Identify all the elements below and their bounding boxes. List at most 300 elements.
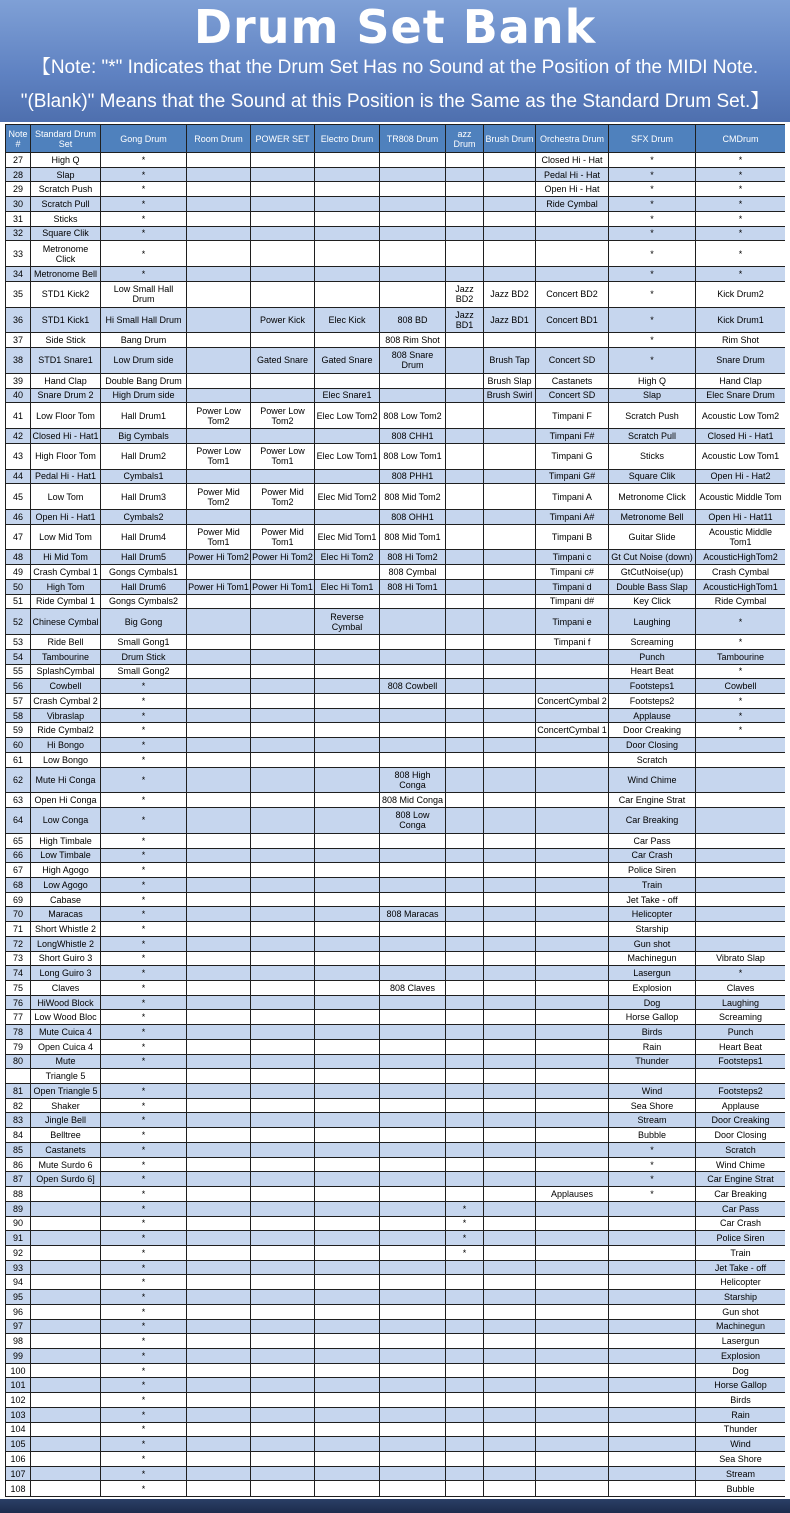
table-cell: Scratch Push <box>609 403 696 429</box>
table-cell: * <box>101 1245 187 1260</box>
table-cell <box>609 1437 696 1452</box>
table-cell: Screaming <box>696 1010 786 1025</box>
table-cell <box>315 1231 380 1246</box>
table-row <box>6 1216 786 1231</box>
table-cell <box>380 1142 446 1157</box>
table-cell: * <box>696 635 786 650</box>
table-cell: * <box>101 1363 187 1378</box>
table-cell: * <box>696 241 786 267</box>
table-cell <box>446 403 484 429</box>
table-cell: Bang Drum <box>101 333 187 348</box>
table-cell: Low Floor Tom <box>31 403 101 429</box>
table-cell <box>696 833 786 848</box>
note-number-cell: 55 <box>6 664 31 679</box>
table-cell: Crash Cymbal 1 <box>31 565 101 580</box>
table-cell <box>446 1452 484 1467</box>
table-cell: Hand Clap <box>31 373 101 388</box>
table-cell <box>446 1054 484 1069</box>
table-cell <box>187 594 251 609</box>
note-number-cell: 84 <box>6 1128 31 1143</box>
table-row <box>6 403 786 429</box>
table-row <box>6 922 786 937</box>
table-cell <box>187 922 251 937</box>
table-cell <box>484 833 536 848</box>
table-cell <box>446 267 484 282</box>
table-cell: Sticks <box>609 443 696 469</box>
table-cell: Open Triangle 5 <box>31 1084 101 1099</box>
table-cell <box>187 429 251 444</box>
table-cell <box>536 1172 609 1187</box>
table-cell: Ride Cymbal2 <box>31 723 101 738</box>
table-row <box>6 167 786 182</box>
column-header: Orchestra Drum <box>536 125 609 153</box>
note-number-cell <box>6 1069 31 1084</box>
table-cell: * <box>101 877 187 892</box>
drum-set-table <box>5 124 785 1497</box>
table-cell <box>251 936 315 951</box>
table-cell: Crash Cymbal 2 <box>31 693 101 708</box>
note-number-cell: 104 <box>6 1422 31 1437</box>
table-cell <box>484 443 536 469</box>
table-cell <box>609 1260 696 1275</box>
table-cell <box>536 1422 609 1437</box>
table-cell <box>380 1348 446 1363</box>
table-cell: * <box>609 226 696 241</box>
table-cell: * <box>101 1260 187 1275</box>
table-cell: Jazz BD1 <box>484 307 536 333</box>
table-cell: 808 OHH1 <box>380 509 446 524</box>
table-cell: STD1 Kick1 <box>31 307 101 333</box>
column-header: Standard Drum Set <box>31 125 101 153</box>
table-cell <box>446 1466 484 1481</box>
table-cell: Gt Cut Noise (down) <box>609 550 696 565</box>
table-cell <box>536 649 609 664</box>
table-cell: Small Gong2 <box>101 664 187 679</box>
note-number-cell: 34 <box>6 267 31 282</box>
table-cell: 808 Rim Shot <box>380 333 446 348</box>
table-cell <box>536 1290 609 1305</box>
table-cell <box>251 995 315 1010</box>
table-cell <box>380 1187 446 1202</box>
table-cell: High Floor Tom <box>31 443 101 469</box>
table-cell <box>187 469 251 484</box>
table-cell <box>315 153 380 168</box>
table-cell <box>251 241 315 267</box>
table-row <box>6 951 786 966</box>
table-cell <box>315 793 380 808</box>
table-cell <box>536 1334 609 1349</box>
note-number-cell: 102 <box>6 1393 31 1408</box>
table-cell: Chinese Cymbal <box>31 609 101 635</box>
table-cell: * <box>101 182 187 197</box>
table-cell <box>446 226 484 241</box>
table-cell: * <box>609 281 696 307</box>
table-cell: 808 Low Tom1 <box>380 443 446 469</box>
table-cell: Heart Beat <box>609 664 696 679</box>
table-cell <box>251 752 315 767</box>
table-cell: Gongs Cymbals2 <box>101 594 187 609</box>
table-cell: Pedal Hi - Hat <box>536 167 609 182</box>
table-cell: 808 Claves <box>380 981 446 996</box>
table-cell <box>484 1113 536 1128</box>
table-cell: * <box>101 1466 187 1481</box>
table-cell <box>187 1069 251 1084</box>
table-cell <box>696 877 786 892</box>
table-cell <box>484 1098 536 1113</box>
table-cell <box>251 1157 315 1172</box>
table-cell <box>187 1275 251 1290</box>
table-cell <box>609 1275 696 1290</box>
table-cell: Mute <box>31 1054 101 1069</box>
table-cell: * <box>101 1452 187 1467</box>
table-row <box>6 1054 786 1069</box>
table-cell: Stream <box>696 1466 786 1481</box>
table-cell <box>187 281 251 307</box>
table-cell: 808 Low Conga <box>380 808 446 834</box>
table-row <box>6 281 786 307</box>
table-cell <box>484 723 536 738</box>
table-cell <box>446 197 484 212</box>
table-cell: Power Mid Tom2 <box>251 484 315 510</box>
table-row <box>6 1084 786 1099</box>
table-cell: * <box>696 693 786 708</box>
table-cell <box>484 767 536 793</box>
table-cell: Wind Chime <box>609 767 696 793</box>
table-cell <box>446 693 484 708</box>
table-cell <box>536 1113 609 1128</box>
table-cell <box>31 1437 101 1452</box>
table-cell <box>380 1466 446 1481</box>
table-cell <box>187 307 251 333</box>
note-number-cell: 69 <box>6 892 31 907</box>
table-row <box>6 664 786 679</box>
table-row <box>6 1113 786 1128</box>
table-cell: Machinegun <box>609 951 696 966</box>
table-cell <box>446 793 484 808</box>
table-cell <box>187 1025 251 1040</box>
table-cell: Lasergun <box>609 966 696 981</box>
table-cell <box>187 808 251 834</box>
table-cell <box>446 1378 484 1393</box>
table-cell: Vibrato Slap <box>696 951 786 966</box>
table-cell <box>484 808 536 834</box>
table-cell <box>187 1187 251 1202</box>
note-number-cell: 58 <box>6 708 31 723</box>
table-cell: Timpani c <box>536 550 609 565</box>
table-cell <box>187 863 251 878</box>
table-cell <box>251 1275 315 1290</box>
table-cell <box>609 1245 696 1260</box>
table-cell <box>315 1084 380 1099</box>
table-cell: Snare Drum <box>696 348 786 374</box>
table-cell <box>315 1452 380 1467</box>
table-cell <box>484 1201 536 1216</box>
table-cell: Dog <box>609 995 696 1010</box>
table-cell: * <box>101 936 187 951</box>
table-cell <box>187 1231 251 1246</box>
table-cell <box>251 1231 315 1246</box>
table-cell <box>446 1098 484 1113</box>
table-cell: * <box>101 1393 187 1408</box>
table-cell: * <box>609 267 696 282</box>
table-cell <box>484 863 536 878</box>
table-cell <box>315 1054 380 1069</box>
note-number-cell: 33 <box>6 241 31 267</box>
table-row <box>6 550 786 565</box>
table-cell: * <box>101 197 187 212</box>
table-cell: Cabase <box>31 892 101 907</box>
table-row <box>6 307 786 333</box>
table-cell <box>696 793 786 808</box>
table-cell <box>380 226 446 241</box>
table-cell: * <box>609 1157 696 1172</box>
table-cell <box>31 1245 101 1260</box>
table-row <box>6 1466 786 1481</box>
table-cell <box>251 833 315 848</box>
table-cell <box>187 693 251 708</box>
table-row <box>6 524 786 550</box>
table-cell <box>315 995 380 1010</box>
table-cell <box>31 1452 101 1467</box>
table-cell <box>484 848 536 863</box>
table-cell <box>446 429 484 444</box>
table-cell: Open Hi - Hat1 <box>31 509 101 524</box>
table-cell <box>31 1407 101 1422</box>
table-cell: * <box>101 808 187 834</box>
table-cell: Car Pass <box>609 833 696 848</box>
table-cell: * <box>101 848 187 863</box>
table-cell: Cymbals2 <box>101 509 187 524</box>
table-cell <box>187 182 251 197</box>
table-cell <box>446 877 484 892</box>
table-cell: * <box>609 241 696 267</box>
table-cell <box>380 1157 446 1172</box>
table-cell: Metronome Click <box>609 484 696 510</box>
table-cell <box>187 333 251 348</box>
table-row <box>6 1452 786 1467</box>
note-number-cell: 96 <box>6 1304 31 1319</box>
table-cell: Square Clik <box>609 469 696 484</box>
table-cell <box>315 1069 380 1084</box>
table-cell <box>380 388 446 403</box>
note-number-cell: 86 <box>6 1157 31 1172</box>
table-cell <box>31 1466 101 1481</box>
note-number-cell: 80 <box>6 1054 31 1069</box>
table-cell <box>187 892 251 907</box>
table-cell: * <box>696 708 786 723</box>
table-cell <box>446 1437 484 1452</box>
note-number-cell: 49 <box>6 565 31 580</box>
table-cell <box>380 1113 446 1128</box>
table-cell <box>251 808 315 834</box>
table-cell <box>380 1304 446 1319</box>
table-cell: STD1 Snare1 <box>31 348 101 374</box>
table-cell <box>696 808 786 834</box>
table-cell: * <box>446 1216 484 1231</box>
table-cell <box>484 1010 536 1025</box>
table-cell <box>187 649 251 664</box>
table-cell <box>315 1363 380 1378</box>
table-cell <box>446 1348 484 1363</box>
table-cell <box>446 565 484 580</box>
table-cell <box>536 1437 609 1452</box>
note-number-cell: 105 <box>6 1437 31 1452</box>
table-cell: Low Timbale <box>31 848 101 863</box>
table-cell <box>315 1334 380 1349</box>
note-number-cell: 103 <box>6 1407 31 1422</box>
table-cell <box>380 877 446 892</box>
table-cell: Jazz BD1 <box>446 307 484 333</box>
table-cell: Timpani G <box>536 443 609 469</box>
table-cell <box>251 892 315 907</box>
table-cell <box>315 241 380 267</box>
table-cell <box>187 153 251 168</box>
table-cell: Gongs Cymbals1 <box>101 565 187 580</box>
table-cell <box>484 524 536 550</box>
table-cell: * <box>101 907 187 922</box>
note-number-cell: 52 <box>6 609 31 635</box>
table-cell: Cowbell <box>31 679 101 694</box>
table-cell <box>536 1304 609 1319</box>
table-row <box>6 1128 786 1143</box>
table-cell <box>536 1378 609 1393</box>
table-row <box>6 348 786 374</box>
table-cell: Guitar Slide <box>609 524 696 550</box>
table-cell <box>187 388 251 403</box>
table-cell: Applause <box>696 1098 786 1113</box>
table-cell <box>251 877 315 892</box>
table-cell <box>696 738 786 753</box>
table-cell <box>536 752 609 767</box>
table-cell: * <box>696 153 786 168</box>
table-cell <box>315 226 380 241</box>
table-cell <box>536 1260 609 1275</box>
table-cell <box>609 1216 696 1231</box>
table-cell <box>187 1084 251 1099</box>
table-cell <box>251 708 315 723</box>
note-number-cell: 36 <box>6 307 31 333</box>
table-cell: Starship <box>696 1290 786 1305</box>
table-cell <box>187 1466 251 1481</box>
table-cell <box>484 1260 536 1275</box>
table-cell: Birds <box>696 1393 786 1408</box>
table-cell: Helicopter <box>696 1275 786 1290</box>
table-row <box>6 443 786 469</box>
table-cell <box>484 1348 536 1363</box>
table-cell <box>536 1393 609 1408</box>
table-cell <box>187 966 251 981</box>
table-cell: * <box>101 723 187 738</box>
table-cell <box>446 664 484 679</box>
table-cell: Timpani A# <box>536 509 609 524</box>
table-cell <box>446 723 484 738</box>
table-cell <box>484 1157 536 1172</box>
table-cell <box>484 664 536 679</box>
table-cell: * <box>101 1172 187 1187</box>
table-cell <box>251 693 315 708</box>
table-cell: Helicopter <box>609 907 696 922</box>
table-cell: * <box>101 1201 187 1216</box>
table-cell <box>31 1231 101 1246</box>
table-cell <box>536 892 609 907</box>
table-cell <box>446 167 484 182</box>
table-row <box>6 1422 786 1437</box>
table-cell: Jingle Bell <box>31 1113 101 1128</box>
table-row <box>6 793 786 808</box>
table-cell <box>380 594 446 609</box>
note-number-cell: 44 <box>6 469 31 484</box>
table-cell <box>536 1010 609 1025</box>
table-cell <box>315 848 380 863</box>
table-row <box>6 197 786 212</box>
note-number-cell: 88 <box>6 1187 31 1202</box>
table-cell: Thunder <box>609 1054 696 1069</box>
table-cell <box>380 863 446 878</box>
table-cell <box>484 1025 536 1040</box>
table-row <box>6 679 786 694</box>
table-cell: * <box>101 1098 187 1113</box>
table-row <box>6 833 786 848</box>
table-cell: * <box>101 1481 187 1497</box>
table-cell <box>536 936 609 951</box>
table-cell: Car Breaking <box>696 1187 786 1202</box>
table-cell: * <box>609 1142 696 1157</box>
table-cell <box>31 1187 101 1202</box>
note-number-cell: 45 <box>6 484 31 510</box>
footer-bar <box>0 1499 790 1513</box>
table-cell: * <box>101 1422 187 1437</box>
table-cell: Elec Snare Drum <box>696 388 786 403</box>
table-cell: Ride Bell <box>31 635 101 650</box>
table-cell <box>484 226 536 241</box>
table-cell: Key Click <box>609 594 696 609</box>
table-row <box>6 333 786 348</box>
table-cell: Stream <box>609 1113 696 1128</box>
table-cell <box>696 907 786 922</box>
table-cell <box>484 1231 536 1246</box>
table-cell <box>484 1393 536 1408</box>
table-cell <box>251 1010 315 1025</box>
table-cell <box>315 429 380 444</box>
table-row <box>6 1260 786 1275</box>
column-header: Note # <box>6 125 31 153</box>
table-cell <box>251 1393 315 1408</box>
note-number-cell: 67 <box>6 863 31 878</box>
table-row <box>6 995 786 1010</box>
table-cell: Low Mid Tom <box>31 524 101 550</box>
table-cell: * <box>101 1231 187 1246</box>
table-cell <box>315 892 380 907</box>
table-cell <box>187 1363 251 1378</box>
table-cell <box>187 211 251 226</box>
table-cell <box>380 1098 446 1113</box>
note-number-cell: 31 <box>6 211 31 226</box>
table-cell <box>187 267 251 282</box>
table-cell <box>446 153 484 168</box>
table-cell <box>31 1216 101 1231</box>
note-number-cell: 108 <box>6 1481 31 1497</box>
table-cell: Car Pass <box>696 1201 786 1216</box>
table-cell: 808 PHH1 <box>380 469 446 484</box>
table-cell <box>187 1437 251 1452</box>
table-cell: Vibraslap <box>31 708 101 723</box>
table-cell: 808 Low Tom2 <box>380 403 446 429</box>
table-cell: * <box>609 167 696 182</box>
table-cell <box>380 1216 446 1231</box>
table-cell <box>251 153 315 168</box>
note-number-cell: 70 <box>6 907 31 922</box>
table-cell: Timpani G# <box>536 469 609 484</box>
